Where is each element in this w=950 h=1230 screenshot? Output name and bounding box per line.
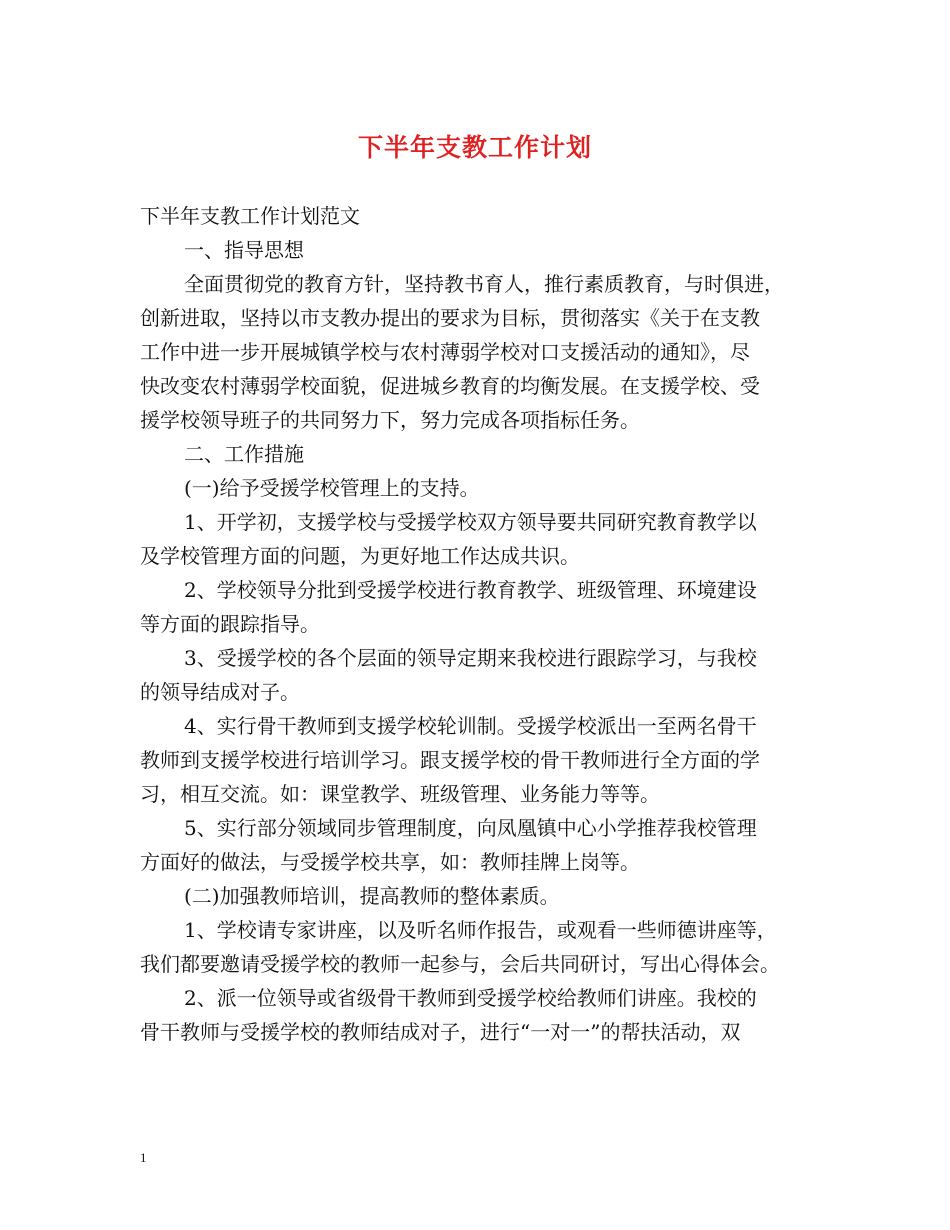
text-line: 创新进取，坚持以市支教办提出的要求为目标，贯彻落实《关于在支教 bbox=[140, 306, 760, 330]
text-line: 全面贯彻党的教育方针，坚持教书育人，推行素质教育，与时俱进， bbox=[184, 272, 784, 296]
text-line: 快改变农村薄弱学校面貌，促进城乡教育的均衡发展。在支援学校、受 bbox=[140, 374, 760, 398]
text-line: 工作中进一步开展城镇学校与农村薄弱学校对口支援活动的通知》，尽 bbox=[140, 340, 750, 364]
text-line: 习，相互交流。如：课堂教学、班级管理、业务能力等等。 bbox=[140, 782, 660, 806]
document-title: 下半年支教工作计划 bbox=[357, 133, 592, 162]
text-line: 1、开学初，支援学校与受援学校双方领导要共同研究教育教学以 bbox=[184, 510, 757, 534]
text-line: 一、指导思想 bbox=[184, 238, 304, 262]
text-line: 我们都要邀请受援学校的教师一起参与，会后共同研讨，写出心得体会。 bbox=[140, 952, 780, 976]
text-line: (一)给予受援学校管理上的支持。 bbox=[184, 476, 480, 500]
text-line: 1、学校请专家讲座，以及听名师作报告，或观看一些师德讲座等， bbox=[184, 918, 777, 942]
page-number: 1 bbox=[140, 1150, 147, 1165]
document-body bbox=[140, 199, 820, 1049]
text-line: 方面好的做法，与受援学校共享，如：教师挂牌上岗等。 bbox=[140, 850, 640, 874]
text-line: 及学校管理方面的问题，为更好地工作达成共识。 bbox=[140, 544, 580, 568]
text-line: 下半年支教工作计划范文 bbox=[140, 204, 360, 228]
text-line: (二)加强教师培训，提高教师的整体素质。 bbox=[184, 884, 560, 908]
text-line: 2、派一位领导或省级骨干教师到受援学校给教师们讲座。我校的 bbox=[184, 986, 757, 1010]
text-line: 教师到支援学校进行培训学习。跟支援学校的骨干教师进行全方面的学 bbox=[140, 748, 760, 772]
text-line: 的领导结成对子。 bbox=[140, 680, 300, 704]
text-line: 2、学校领导分批到受援学校进行教育教学、班级管理、环境建设 bbox=[184, 578, 757, 602]
text-line: 援学校领导班子的共同努力下，努力完成各项指标任务。 bbox=[140, 408, 640, 432]
text-line: 3、受援学校的各个层面的领导定期来我校进行跟踪学习，与我校 bbox=[184, 646, 757, 670]
text-line: 二、工作措施 bbox=[184, 442, 304, 466]
text-line: 4、实行骨干教师到支援学校轮训制。受援学校派出一至两名骨干 bbox=[184, 714, 757, 738]
text-line: 5、实行部分领域同步管理制度，向凤凰镇中心小学推荐我校管理 bbox=[184, 816, 757, 840]
text-line: 骨干教师与受援学校的教师结成对子，进行“一对一”的帮扶活动，双 bbox=[140, 1020, 741, 1044]
text-line: 等方面的跟踪指导。 bbox=[140, 612, 320, 636]
